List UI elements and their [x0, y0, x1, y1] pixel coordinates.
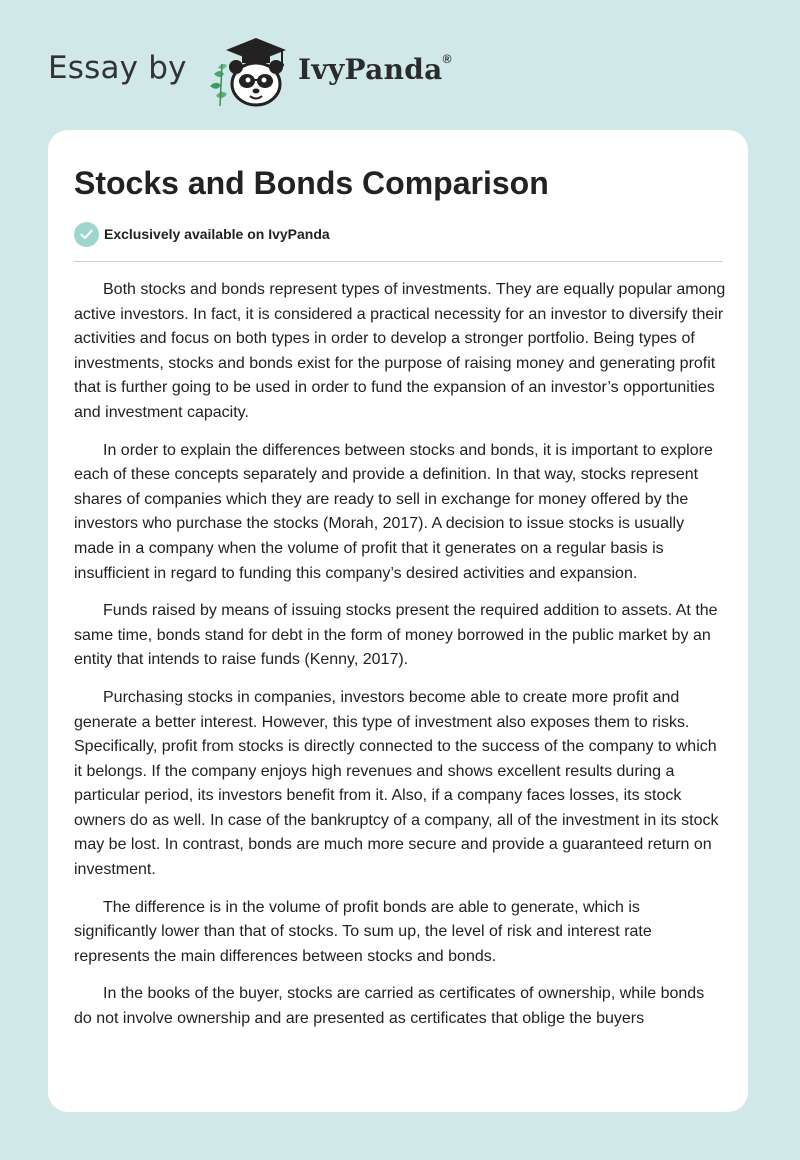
article-body	[74, 278, 726, 1045]
check-icon	[74, 222, 99, 247]
exclusive-badge	[74, 221, 330, 247]
essay-by-label: Essay by	[48, 50, 187, 86]
paragraph: Funds raised by means of issuing stocks present the required addition to assets. At the same time, bonds stand for debt in the form of money borrowed in the public market by an entity that intends to raise funds (Kenny, 2017).	[74, 602, 718, 669]
site-header	[48, 34, 508, 110]
paragraph: Both stocks and bonds represent types of investments. They are equally popular among active investors. In fact, it is considered a practical necessity for an investor to diversify their activities and focus on both types in order to develop a stronger portfolio. Being types of investments, stocks and bonds exist for the purpose of raising money and generating profit that is further going to be used in order to fund the expansion of an investor’s opportunities and investment capacity.	[74, 281, 726, 421]
panda-logo-icon[interactable]	[202, 34, 298, 110]
paragraph: The difference is in the volume of profit bonds are able to generate, which is significantly lower than that of stocks. To sum up, the level of risk and interest rate represents the main differences between stocks and bonds.	[74, 898, 652, 965]
paragraph: In order to explain the differences between stocks and bonds, it is important to explore each of these concepts separately and provide a definition. In that way, stocks represent shares of companies which they are ready to sell in exchange for money offered by the investors who purchase the stocks (Morah, 2017). A decision to issue stocks is usually made in a company when the volume of profit that it generates on a regular basis is insufficient in regard to funding this company’s desired activities and expansion.	[74, 441, 713, 582]
brand-name[interactable]	[298, 53, 452, 86]
page-title: Stocks and Bonds Comparison	[74, 165, 549, 201]
badge-label: Exclusively available on IvyPanda	[104, 226, 330, 242]
paragraph: Purchasing stocks in companies, investors become able to create more profit and generate a better interest. However, this type of investment also exposes them to risks. Specifically, profit from stocks is directly connected to the success of the company to which it belongs. If the company enjoys high revenues and shows excellent results during a particular period, its investors benefit from it. Also, if a company faces losses, its stock owners do as well. In case of the bankruptcy of a company, all of the investment in its stock may be lost. In contrast, bonds are much more secure and provide a guaranteed return on investment.	[74, 688, 719, 879]
article-card	[48, 130, 748, 1112]
paragraph: In the books of the buyer, stocks are carried as certificates of ownership, while bonds do not involve ownership and are presented as certificates that oblige the buyers	[74, 985, 705, 1028]
brand-text: IvyPanda	[298, 53, 443, 86]
divider	[74, 261, 723, 262]
registered-mark: ®	[442, 51, 452, 66]
